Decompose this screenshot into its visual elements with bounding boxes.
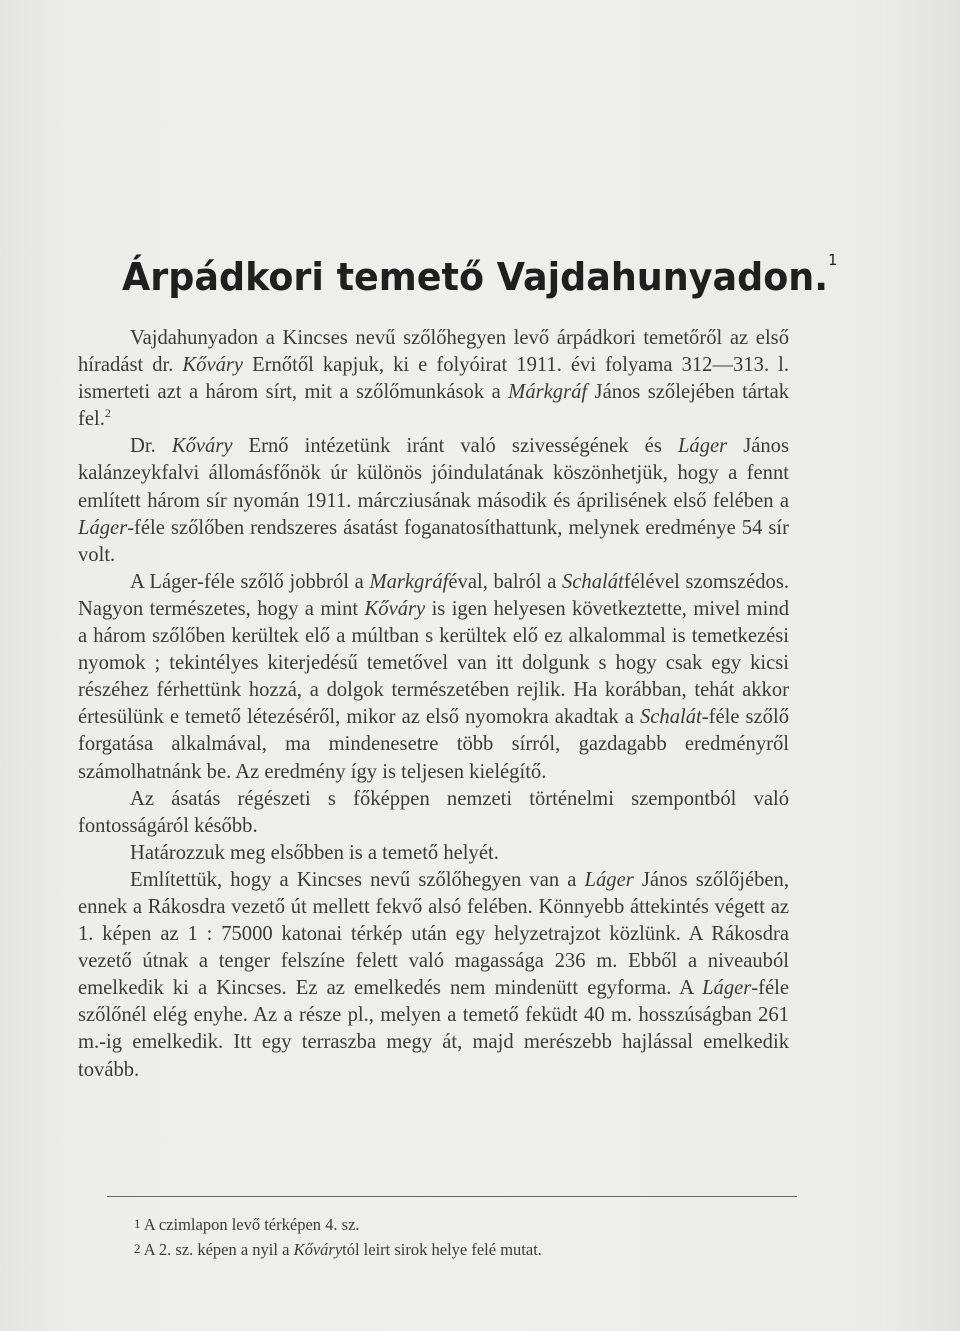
text-run: Határozzuk meg elsőbben is a temető helyét. <box>130 841 499 864</box>
text-run: Vajdahunyadon a Kincses nevű szőlőhegyen levő árpádkori temetőről az első híradást dr. <box>78 327 789 377</box>
text-run: Említettük, hogy a Kincses nevű szőlőhegyen van a <box>130 868 585 891</box>
text-run: tól leirt sirok helye felé mutat. <box>342 1240 542 1259</box>
article-title-text: Árpádkori temető Vajdahunyadon. <box>122 255 829 299</box>
text-run: Ernőtől kapjuk, ki e folyóirat 1911. évi folyama 312—313. l. ismerteti azt a három sírt, mit a szőlőmunkások a <box>78 354 789 404</box>
text-run: -féle szőlőben rendszeres ásatást foganatosíthattunk, melynek eredménye 54 sír volt. <box>78 516 789 566</box>
footnote-ref: 2 <box>104 406 111 421</box>
title-footnote-marker: 1 <box>828 251 838 269</box>
paragraph <box>78 840 789 867</box>
italic-name: Márkgráf <box>508 381 588 404</box>
paragraph <box>78 867 789 1084</box>
text-run: Az ásatás régészeti s főképpen nemzeti történelmi szempontból való fontosságáról később. <box>78 787 789 837</box>
footnote-1 <box>134 1213 794 1238</box>
italic-name: Láger <box>584 868 634 891</box>
article-title <box>122 251 838 299</box>
italic-name: Markgráf <box>369 570 449 593</box>
text-run: félével szomszédos. Nagyon természetes, hogy a mint <box>78 570 789 620</box>
text-run: A 2. sz. képen a nyil a <box>140 1240 294 1259</box>
text-run: János szőlőjében, ennek a Rákosdra vezető út mellett fekvő alsó felében. Könnyebb áttekintés végett az 1. képen az 1 : 75000 katonai térkép után egy helyzetrajzot közlünk. A Rákosdra vezető útnak a tenger felszíne felett való magassága 236 m. Ebből a niveauból emelkedik ki a Kincses. Ez az emelkedés nem mindenütt egyforma. A <box>78 868 789 1000</box>
paragraph <box>78 433 789 568</box>
text-run: is igen helyesen következtette, mivel mind a három szőlőben kerültek elő a múltban s kerültek elő ez alkalommal is temetkezési nyomok ; tekintélyes kiterjedésű temetővel van itt dolgunk s hogy csak egy kicsi részéhez férhettünk hozzá, a dolgok természetében rejlik. Ha korábban, tehát akkor értesülünk e temető létezéséről, mikor az első nyomokra akadtak a <box>78 597 789 729</box>
italic-name: Láger <box>78 516 128 539</box>
footnote-number: 2 <box>134 1241 141 1256</box>
paragraph <box>78 325 789 433</box>
italic-name: Kőváry <box>293 1240 343 1259</box>
italic-name: Kőváry <box>171 435 233 458</box>
italic-name: Schalát <box>562 570 624 593</box>
text-run: A Láger-féle szőlő jobbról a <box>130 570 370 593</box>
text-run: éval, balról a <box>448 570 562 593</box>
text-run: Ernő intézetünk iránt való szivességének és <box>232 435 678 458</box>
footnotes <box>134 1213 794 1263</box>
footnote-number: 1 <box>134 1216 141 1231</box>
text-run: János kalánzeykfalvi állomásfőnök úr különös jóindulatának köszönhetjük, hogy a fennt említett három sír nyomán 1911. márcziusának második és áprilisének első felében a <box>78 435 789 512</box>
paragraph <box>78 786 789 840</box>
footnote-2 <box>134 1238 794 1263</box>
italic-name: Láger <box>702 977 752 1000</box>
italic-name: Kőváry <box>182 354 244 377</box>
italic-name: Láger <box>677 435 728 458</box>
footnote-divider <box>107 1196 797 1197</box>
text-run: -féle szőlő forgatása alkalmával, ma mindenesetre több sírról, gazdagabb eredményről számolhatnánk be. Az eredmény így is teljesen kielégítő. <box>78 706 789 783</box>
text-run: -féle szőlőnél elég enyhe. Az a része pl., melyen a temető feküdt 40 m. hosszúságban 261 m.-ig emelkedik. Itt egy terraszba megy át, majd merészebb hajlással emelkedik tovább. <box>78 977 789 1081</box>
text-run: János szőlejében tártak fel. <box>78 381 790 431</box>
text-run: A czimlapon levő térképen 4. sz. <box>140 1215 360 1234</box>
text-run: Dr. <box>130 435 172 458</box>
italic-name: Kőváry <box>364 597 426 620</box>
italic-name: Schalát <box>639 706 702 729</box>
paragraph <box>78 569 789 786</box>
article-body <box>78 325 789 1084</box>
